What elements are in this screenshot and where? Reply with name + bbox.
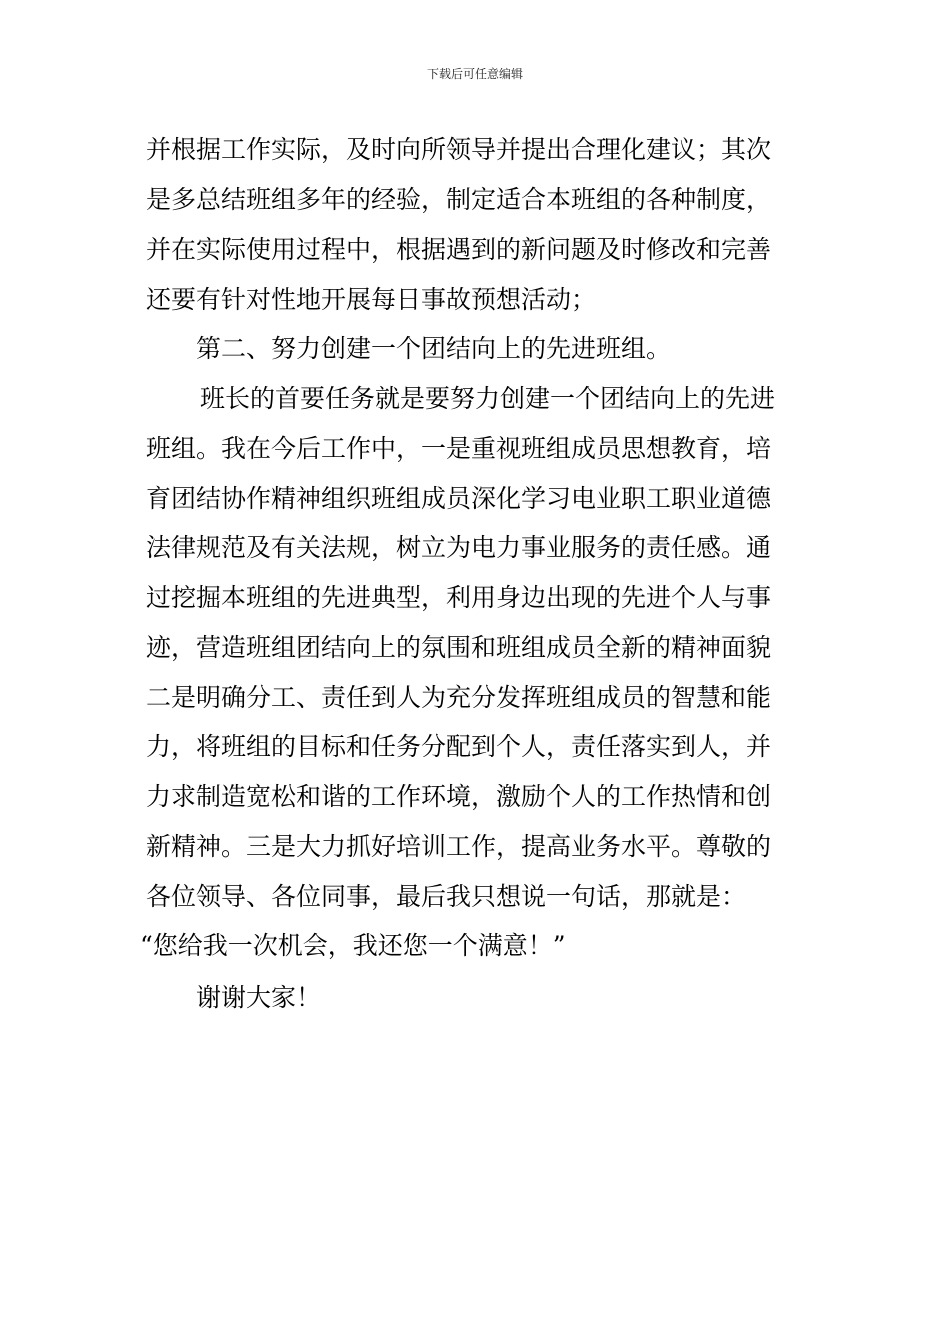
quote-line: “您给我一次机会，我还您一个满意！” (140, 931, 566, 960)
text-line: 班组。我在今后工作中，一是重视班组成员思想教育，培 (146, 434, 772, 463)
text-line: 新精神。三是大力抓好培训工作，提高业务水平。尊敬的 (146, 832, 772, 861)
text-line: 育团结协作精神组织班组成员深化学习电业职工职业道德 (146, 484, 772, 513)
text-line: 还要有针对性地开展每日事故预想活动； (146, 285, 597, 314)
text-line: 各位领导、各位同事，最后我只想说一句话，那就是： (146, 882, 747, 911)
text-line: 并在实际使用过程中，根据遇到的新问题及时修改和完善 (146, 235, 772, 264)
text-line: 迹，营造班组团结向上的氛围和班组成员全新的精神面貌 (146, 633, 772, 662)
text-line: 力求制造宽松和谐的工作环境，激励个人的工作热情和创 (146, 782, 772, 811)
text-line: 班长的首要任务就是要努力创建一个团结向上的先进 (200, 384, 776, 413)
text-line: 过挖掘本班组的先进典型，利用身边出现的先进个人与事 (146, 583, 772, 612)
header-note: 下载后可任意编辑 (426, 67, 523, 81)
text-line: 力，将班组的目标和任务分配到个人，责任落实到人，并 (146, 732, 772, 761)
text-line: 二是明确分工、责任到人为充分发挥班组成员的智慧和能 (146, 683, 772, 712)
closing-line: 谢谢大家！ (196, 983, 322, 1012)
text-line: 是多总结班组多年的经验，制定适合本班组的各种制度， (146, 185, 772, 214)
text-line: 法律规范及有关法规，树立为电力事业服务的责任感。通 (146, 533, 772, 562)
paragraph-heading: 第二、努力创建一个团结向上的先进班组。 (196, 334, 672, 363)
text-line: 并根据工作实际，及时向所领导并提出合理化建议；其次 (146, 135, 772, 164)
